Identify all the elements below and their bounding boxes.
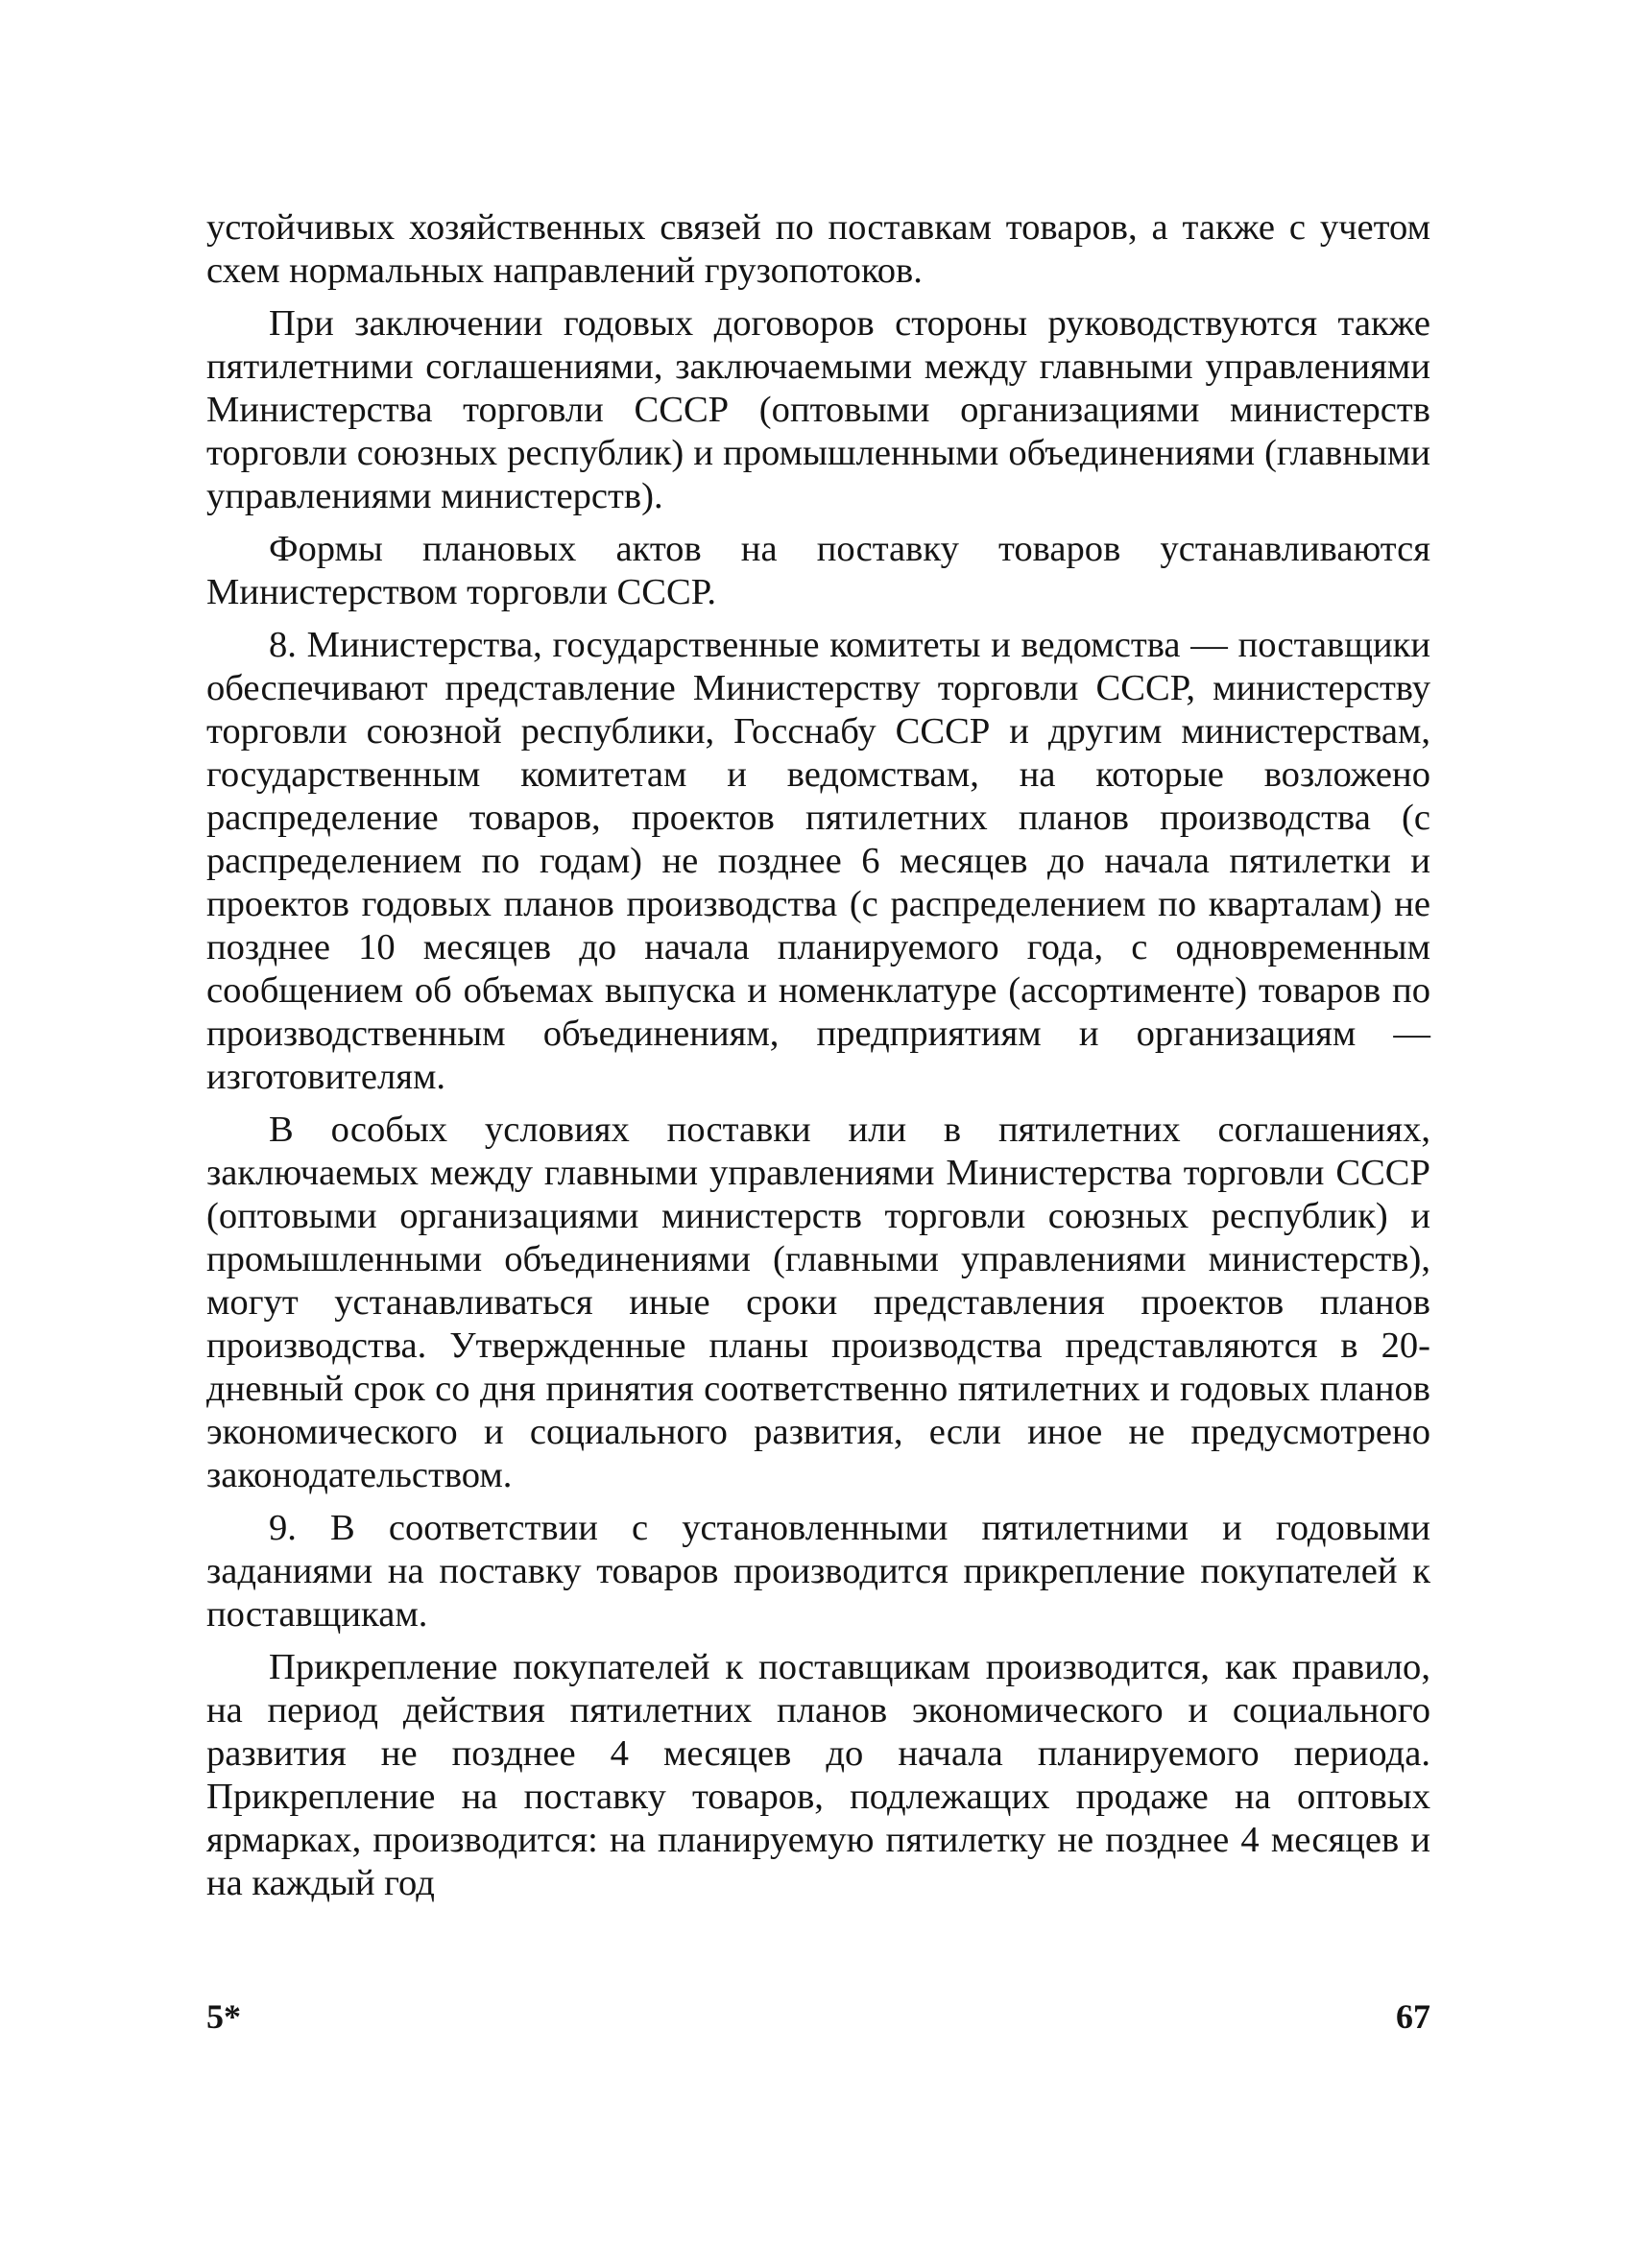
- paragraph-special-conditions: В особых условиях поставки или в пятилетних соглашениях, заключаемых между главными управлениями Министерства торговли СССР (оптовыми организациями министерств торговли союзных республик) и промышленными объединениями (главными управлениями министерств), могут устанавливаться иные сроки представления проектов планов производства. Утвержденные планы производства представляются в 20-дневный срок со дня принятия соответственно пятилетних и годовых планов экономического и социального развития, если иное не предусмотрено законодательством.: [206, 1110, 1430, 1495]
- paragraph-item-9: 9. В соответствии с установленными пятилетними и годовыми заданиями на поставку товаров производится прикрепление покупателей к поставщикам.: [206, 1508, 1430, 1635]
- paragraph-continuation: устойчивых хозяйственных связей по поставкам товаров, а также с учетом схем нормальных направлений грузопотоков.: [206, 207, 1430, 291]
- page-number: 67: [1396, 1997, 1430, 2036]
- signature-mark: 5*: [206, 1997, 241, 2036]
- paragraph-item-8: 8. Министерства, государственные комитеты и ведомства — поставщики обеспечивают представление Министерству торговли СССР, министерству торговли союзной республики, Госснабу СССР и другим министерствам, государственным комитетам и ведомствам, на которые возложено распределение товаров, проектов пятилетних планов производства (с распределением по годам) не позднее 6 месяцев до начала пятилетки и проектов годовых планов производства (с распределением по кварталам) не позднее 10 месяцев до начала планируемого года, с одновременным сообщением об объемах выпуска и номенклатуре (ассортименте) товаров по производственным объединениям, предприятиям и организациям — изготовителям.: [206, 625, 1430, 1097]
- paragraph-attachment: Прикрепление покупателей к поставщикам производится, как правило, на период действия пятилетних планов экономического и социального развития не позднее 4 месяцев до начала планируемого периода. Прикрепление на поставку товаров, подлежащих продаже на оптовых ярмарках, производится: на планируемую пятилетку не позднее 4 месяцев и на каждый год: [206, 1647, 1430, 1903]
- document-page: [206, 206, 1430, 1905]
- paragraph-annual-contracts: При заключении годовых договоров стороны руководствуются также пятилетними соглашениями, заключаемыми между главными управлениями Министерства торговли СССР (оптовыми организациями министерств торговли союзных республик) и промышленными объединениями (главными управлениями министерств).: [206, 303, 1430, 516]
- page-footer: [206, 1996, 1430, 2044]
- paragraph-plan-forms: Формы плановых актов на поставку товаров устанавливаются Министерством торговли СССР.: [206, 529, 1430, 612]
